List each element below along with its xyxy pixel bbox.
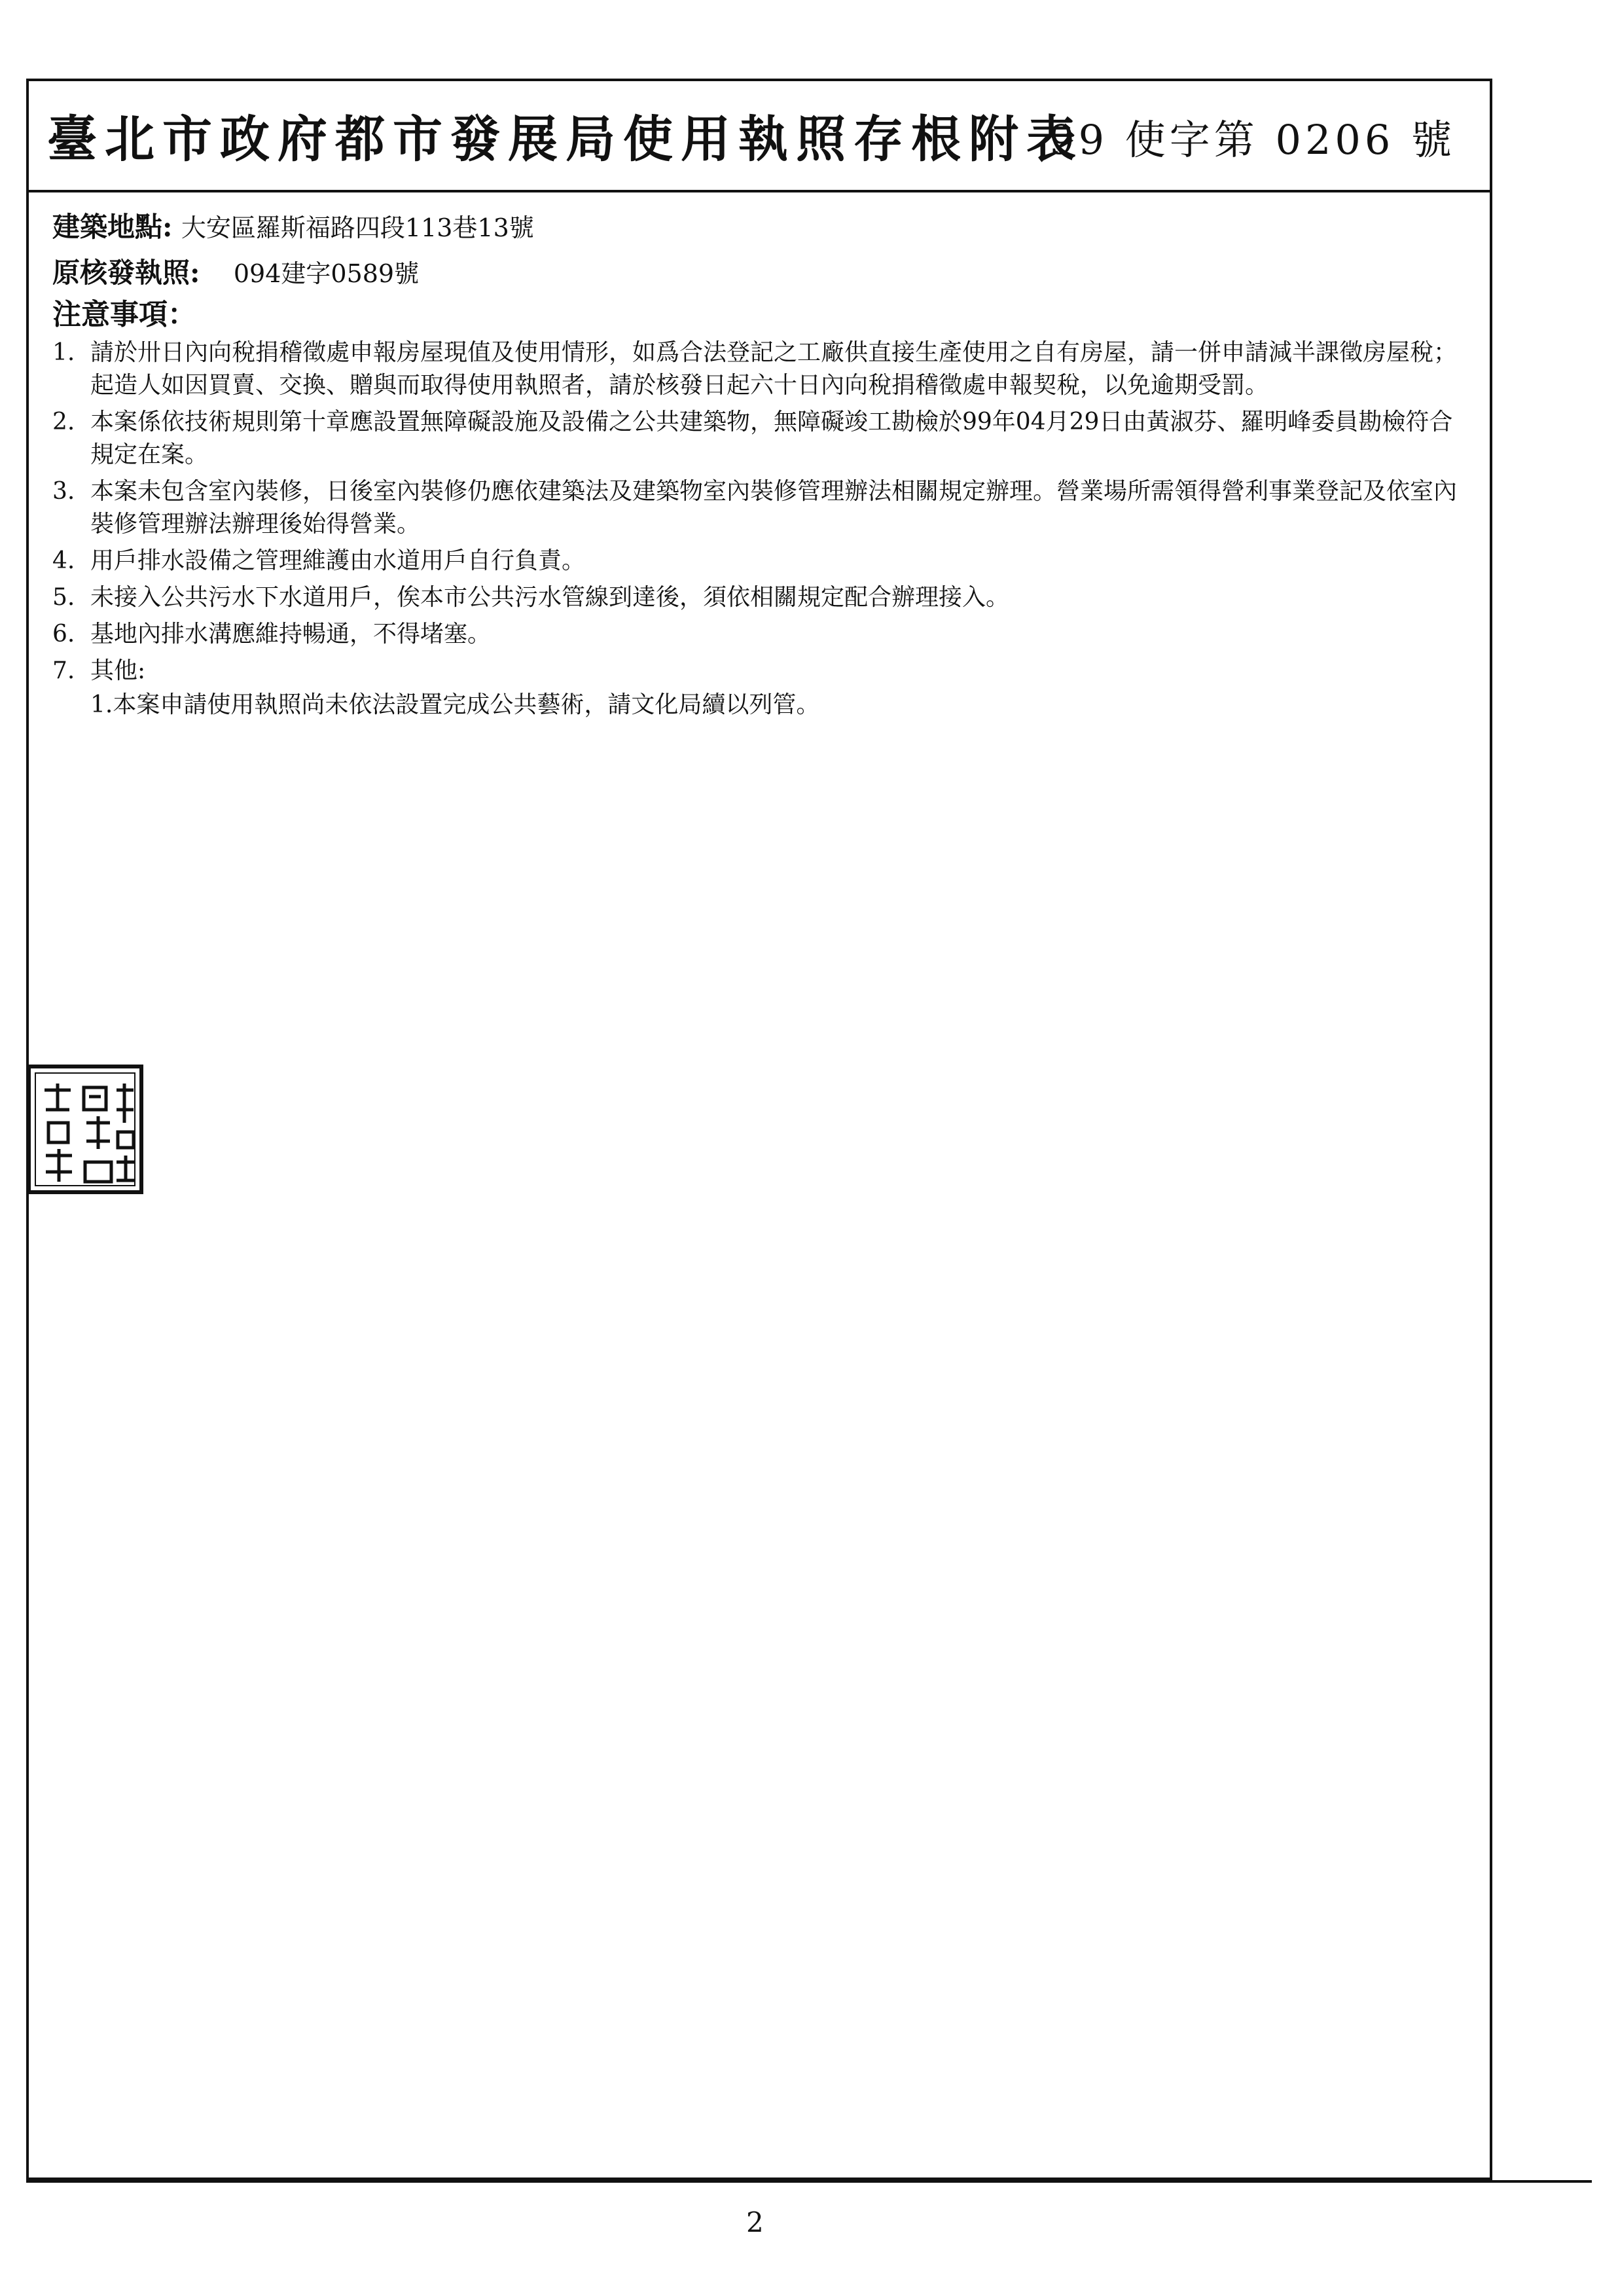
note-subitem: 1.本案申請使用執照尚未依法設置完成公共藝術，請文化局續以列管。 bbox=[90, 691, 820, 718]
field-label: 建築地點: bbox=[52, 211, 173, 243]
note-number: 2. bbox=[52, 409, 75, 435]
note-text: 用戶排水設備之管理維護由水道用戶自行負責。 bbox=[90, 547, 586, 574]
note-number: 5. bbox=[52, 584, 75, 611]
field-value: 大安區羅斯福路四段113巷13號 bbox=[181, 213, 534, 242]
page-number: 2 bbox=[746, 2206, 764, 2238]
official-seal-stamp bbox=[26, 1064, 144, 1195]
footer-divider bbox=[26, 2180, 1592, 2183]
permit-number: 99 使字第 0206 號 bbox=[1049, 116, 1456, 164]
note-text: 基地內排水溝應維持暢通，不得堵塞。 bbox=[90, 621, 492, 647]
note-number: 1. bbox=[52, 339, 75, 366]
document-frame bbox=[26, 79, 1492, 2180]
note-text: 本案未包含室內裝修，日後室內裝修仍應依建築法及建築物室內裝修管理辦法相關規定辦理。營業場所需領得營利事業登記及依室內裝修管理辦法辦理後始得營業。 bbox=[90, 478, 1458, 538]
note-text: 本案係依技術規則第十章應設置無障礙設施及設備之公共建築物，無障礙竣工勘檢於99年04月29日由黃淑芬、羅明峰委員勘檢符合規定在案。 bbox=[90, 409, 1453, 468]
note-text: 其他: bbox=[90, 657, 146, 684]
notes-title: 注意事項： bbox=[52, 298, 196, 331]
note-item bbox=[52, 545, 1473, 577]
field-label: 原核發執照: bbox=[52, 257, 200, 289]
header bbox=[29, 81, 1490, 192]
note-number: 4. bbox=[52, 547, 75, 574]
note-number: 7. bbox=[52, 657, 75, 684]
note-item bbox=[52, 581, 1473, 614]
field-original-license bbox=[52, 251, 419, 291]
note-item bbox=[52, 475, 1473, 541]
notes-list bbox=[52, 337, 1473, 725]
note-number: 6. bbox=[52, 621, 75, 647]
note-item bbox=[52, 337, 1473, 402]
note-text: 未接入公共污水下水道用戶，俟本市公共污水管線到達後，須依相關規定配合辦理接入。 bbox=[90, 584, 1010, 611]
note-text: 請於卅日內向稅捐稽徵處申報房屋現值及使用情形，如爲合法登記之工廠供直接生產使用之自有房屋，請一併申請減半課徵房屋稅；起造人如因買賣、交換、贈與而取得使用執照者，請於核發日起六十日內向稅捐稽徵處申報契稅，以免逾期受罰。 bbox=[90, 339, 1458, 399]
note-number: 3. bbox=[52, 478, 75, 505]
note-item bbox=[52, 406, 1473, 471]
note-item bbox=[52, 618, 1473, 651]
field-value: 094建字0589號 bbox=[233, 259, 420, 288]
document-title: 臺北市政府都市發展局使用執照存根附表 bbox=[47, 110, 1084, 168]
field-building-location bbox=[52, 206, 534, 245]
note-item bbox=[52, 655, 1473, 721]
